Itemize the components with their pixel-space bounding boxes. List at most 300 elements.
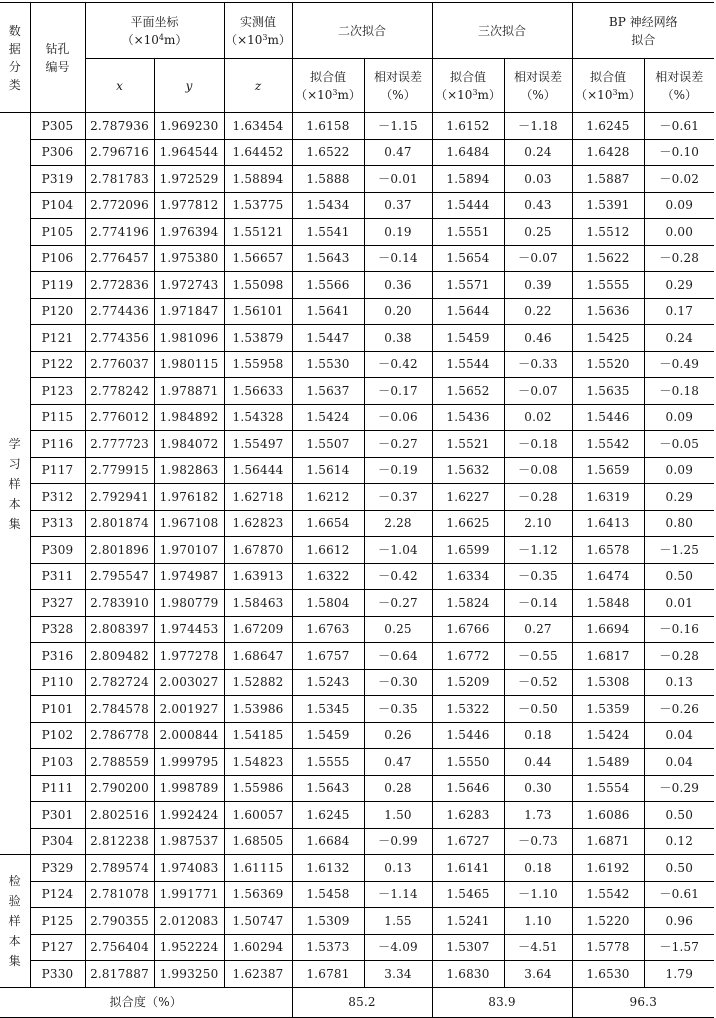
table-cell: 1.6227 — [432, 484, 504, 511]
table-cell: 1.999795 — [154, 749, 224, 776]
table-cell: －0.28 — [644, 643, 714, 670]
fit-degree-row — [0, 987, 714, 1017]
table-cell: 2.776037 — [85, 351, 154, 378]
table-cell: 0.29 — [644, 272, 714, 299]
table-cell: 0.04 — [644, 722, 714, 749]
table-cell: －0.35 — [504, 563, 572, 590]
table-cell: 1.5322 — [432, 696, 504, 723]
table-cell: 1.63454 — [224, 113, 292, 140]
table-cell: 1.6684 — [292, 828, 364, 855]
table-cell: 1.976182 — [154, 484, 224, 511]
fit-degree-cubic: 83.9 — [432, 987, 572, 1017]
table-cell: 1.6283 — [432, 802, 504, 829]
table-cell: 1.6654 — [292, 510, 364, 537]
table-cell: 1.5446 — [432, 722, 504, 749]
table-row — [0, 484, 714, 511]
table-cell: 0.44 — [504, 749, 572, 776]
table-cell: 1.6830 — [432, 961, 504, 988]
table-cell: 2.000844 — [154, 722, 224, 749]
bp-fit-header — [572, 3, 714, 59]
table-cell: －0.35 — [364, 696, 432, 723]
table-cell: 1.5550 — [432, 749, 504, 776]
table-cell: 1.5632 — [432, 457, 504, 484]
table-cell: 0.18 — [504, 722, 572, 749]
table-cell: 1.5566 — [292, 272, 364, 299]
table-cell: 2.777723 — [85, 431, 154, 458]
table-cell: 1.50 — [364, 802, 432, 829]
table-cell: 1.977278 — [154, 643, 224, 670]
table-cell: 1.978871 — [154, 378, 224, 405]
cubic-rel-error-header: 相对误差 （%） — [504, 59, 572, 113]
table-cell: 0.17 — [644, 298, 714, 325]
table-cell: 1.53986 — [224, 696, 292, 723]
table-cell: 2.774356 — [85, 325, 154, 352]
group-label — [0, 855, 30, 988]
table-cell: 1.5436 — [432, 404, 504, 431]
table-cell: 1.56657 — [224, 245, 292, 272]
table-cell: 1.993250 — [154, 961, 224, 988]
bp-rel-error-header: 相对误差 （%） — [644, 59, 714, 113]
table-cell: 1.6212 — [292, 484, 364, 511]
table-cell: P305 — [30, 113, 85, 140]
table-cell: －0.55 — [504, 643, 572, 670]
table-cell: －0.05 — [644, 431, 714, 458]
table-cell: 1.6781 — [292, 961, 364, 988]
table-cell: －4.51 — [504, 934, 572, 961]
table-cell: 1.53879 — [224, 325, 292, 352]
table-cell: 0.50 — [644, 563, 714, 590]
table-cell: 0.50 — [644, 802, 714, 829]
table-cell: 1.5308 — [572, 669, 644, 696]
table-cell: 1.5888 — [292, 166, 364, 193]
header-row-2 — [0, 59, 714, 113]
table-cell: 1.6152 — [432, 113, 504, 140]
table-cell: 1.5804 — [292, 590, 364, 617]
group-label-text: 检验样本集 — [8, 873, 21, 968]
table-row — [0, 616, 714, 643]
table-cell: 1.6086 — [572, 802, 644, 829]
table-cell: P329 — [30, 855, 85, 882]
table-cell: 1.60294 — [224, 934, 292, 961]
table-cell: －0.18 — [644, 378, 714, 405]
table-row — [0, 113, 714, 140]
table-row — [0, 272, 714, 299]
table-cell: －0.27 — [364, 431, 432, 458]
table-cell: 1.6522 — [292, 139, 364, 166]
table-cell: 0.26 — [364, 722, 432, 749]
table-cell: 1.5542 — [572, 881, 644, 908]
table-cell: －0.42 — [364, 351, 432, 378]
table-cell: －1.18 — [504, 113, 572, 140]
table-cell: 1.980115 — [154, 351, 224, 378]
table-cell: 1.5614 — [292, 457, 364, 484]
table-row — [0, 749, 714, 776]
table-cell: 1.5345 — [292, 696, 364, 723]
table-cell: 1.5359 — [572, 696, 644, 723]
table-cell: 1.6322 — [292, 563, 364, 590]
category-header-text: 数据分类 — [8, 23, 21, 92]
table-cell: 2.796716 — [85, 139, 154, 166]
table-row — [0, 908, 714, 935]
measured-header — [224, 3, 292, 59]
table-cell: 2.788559 — [85, 749, 154, 776]
table-cell: 1.974083 — [154, 855, 224, 882]
table-cell: 1.6727 — [432, 828, 504, 855]
table-cell: －0.30 — [364, 669, 432, 696]
table-row — [0, 245, 714, 272]
table-cell: 1.976394 — [154, 219, 224, 246]
table-cell: 1.5434 — [292, 192, 364, 219]
table-cell: 1.5848 — [572, 590, 644, 617]
table-row — [0, 855, 714, 882]
table-cell: 2.786778 — [85, 722, 154, 749]
table-cell: 1.6319 — [572, 484, 644, 511]
table-cell: 1.5555 — [292, 749, 364, 776]
table-cell: 1.972743 — [154, 272, 224, 299]
table-cell: 2.812238 — [85, 828, 154, 855]
table-cell: P319 — [30, 166, 85, 193]
table-cell: 1.58894 — [224, 166, 292, 193]
table-cell: 1.5530 — [292, 351, 364, 378]
table-cell: P327 — [30, 590, 85, 617]
table-cell: 1.67209 — [224, 616, 292, 643]
table-cell: 1.5373 — [292, 934, 364, 961]
table-cell: 1.55098 — [224, 272, 292, 299]
table-cell: 0.39 — [504, 272, 572, 299]
table-cell: 2.809482 — [85, 643, 154, 670]
table-cell: 1.5778 — [572, 934, 644, 961]
table-cell: －0.08 — [504, 457, 572, 484]
table-cell: 1.5425 — [572, 325, 644, 352]
table-cell: 1.5424 — [572, 722, 644, 749]
table-cell: P306 — [30, 139, 85, 166]
table-cell: 2.784578 — [85, 696, 154, 723]
table-cell: 0.13 — [364, 855, 432, 882]
table-cell: 1.974987 — [154, 563, 224, 590]
table-cell: P123 — [30, 378, 85, 405]
table-cell: 1.5636 — [572, 298, 644, 325]
table-cell: 1.6428 — [572, 139, 644, 166]
table-row — [0, 590, 714, 617]
table-cell: 2.801874 — [85, 510, 154, 537]
table-cell: P111 — [30, 775, 85, 802]
table-cell: P120 — [30, 298, 85, 325]
table-cell: －0.18 — [504, 431, 572, 458]
table-cell: 1.6245 — [292, 802, 364, 829]
table-cell: －0.27 — [364, 590, 432, 617]
table-cell: 2.774196 — [85, 219, 154, 246]
table-cell: －0.17 — [364, 378, 432, 405]
table-cell: －0.42 — [364, 563, 432, 590]
table-cell: P122 — [30, 351, 85, 378]
table-cell: P101 — [30, 696, 85, 723]
bp-fit-value-header: 拟合值 $(\times 10^3m)$ — [572, 59, 644, 113]
table-cell: 1.61115 — [224, 855, 292, 882]
table-cell: 2.808397 — [85, 616, 154, 643]
table-cell: P313 — [30, 510, 85, 537]
table-cell: P304 — [30, 828, 85, 855]
table-cell: 1.5220 — [572, 908, 644, 935]
table-cell: 1.5622 — [572, 245, 644, 272]
table-cell: －0.14 — [364, 245, 432, 272]
table-cell: 1.68505 — [224, 828, 292, 855]
table-cell: 1.52882 — [224, 669, 292, 696]
table-cell: 1.6474 — [572, 563, 644, 590]
table-cell: －1.12 — [504, 537, 572, 564]
table-cell: 1.5643 — [292, 245, 364, 272]
table-cell: 1.975380 — [154, 245, 224, 272]
fit-degree-bp: 96.3 — [572, 987, 714, 1017]
table-cell: 0.36 — [364, 272, 432, 299]
table-cell: P301 — [30, 802, 85, 829]
table-cell: P105 — [30, 219, 85, 246]
table-row — [0, 298, 714, 325]
table-cell: 1.53775 — [224, 192, 292, 219]
table-cell: 1.5824 — [432, 590, 504, 617]
table-cell: P309 — [30, 537, 85, 564]
table-cell: 0.46 — [504, 325, 572, 352]
table-cell: 2.792941 — [85, 484, 154, 511]
table-cell: 1.5391 — [572, 192, 644, 219]
plane-coord-title: 平面坐标 — [130, 14, 179, 29]
table-cell: －0.07 — [504, 378, 572, 405]
table-cell: －0.06 — [364, 404, 432, 431]
table-cell: 1.73 — [504, 802, 572, 829]
table-cell: 3.34 — [364, 961, 432, 988]
table-cell: 2.789574 — [85, 855, 154, 882]
table-body — [0, 113, 714, 1018]
table-cell: 0.01 — [644, 590, 714, 617]
table-row — [0, 192, 714, 219]
table-cell: 1.6757 — [292, 643, 364, 670]
table-cell: 0.27 — [504, 616, 572, 643]
table-cell: 1.54185 — [224, 722, 292, 749]
table-cell: 1.60057 — [224, 802, 292, 829]
table-cell: 1.6132 — [292, 855, 364, 882]
table-cell: －0.61 — [644, 113, 714, 140]
table-cell: 1.6413 — [572, 510, 644, 537]
table-cell: 2.787936 — [85, 113, 154, 140]
table-cell: 1.974453 — [154, 616, 224, 643]
z-header: z — [224, 59, 292, 113]
table-row — [0, 378, 714, 405]
table-cell: －1.10 — [504, 881, 572, 908]
table-cell: P121 — [30, 325, 85, 352]
bore-header — [30, 3, 85, 113]
table-cell: 1.982863 — [154, 457, 224, 484]
data-table — [0, 2, 714, 1018]
table-cell: －0.14 — [504, 590, 572, 617]
table-cell: 1.5894 — [432, 166, 504, 193]
table-cell: 2.778242 — [85, 378, 154, 405]
x-header: x — [85, 59, 154, 113]
table-cell: 1.969230 — [154, 113, 224, 140]
table-cell: 2.012083 — [154, 908, 224, 935]
table-cell: 1.5887 — [572, 166, 644, 193]
table-row — [0, 563, 714, 590]
table-cell: 1.6192 — [572, 855, 644, 882]
table-cell: 1.5659 — [572, 457, 644, 484]
table-cell: －0.07 — [504, 245, 572, 272]
table-cell: 1.980779 — [154, 590, 224, 617]
table-cell: 1.6612 — [292, 537, 364, 564]
table-cell: 1.5512 — [572, 219, 644, 246]
table-cell: 1.5309 — [292, 908, 364, 935]
table-cell: 1.5641 — [292, 298, 364, 325]
table-cell: 0.19 — [364, 219, 432, 246]
table-cell: 1.6599 — [432, 537, 504, 564]
table-cell: 1.6530 — [572, 961, 644, 988]
plane-coord-header — [85, 3, 224, 59]
table-cell: 2.790200 — [85, 775, 154, 802]
table-cell: 1.5542 — [572, 431, 644, 458]
table-cell: 2.003027 — [154, 669, 224, 696]
group-label — [0, 113, 30, 855]
table-cell: 2.756404 — [85, 934, 154, 961]
table-cell: 1.63913 — [224, 563, 292, 590]
table-row — [0, 828, 714, 855]
cubic-fit-header: 三次拟合 — [432, 3, 572, 59]
table-cell: P117 — [30, 457, 85, 484]
table-cell: 2.802516 — [85, 802, 154, 829]
table-cell: 1.5307 — [432, 934, 504, 961]
table-cell: 1.5446 — [572, 404, 644, 431]
table-cell: P125 — [30, 908, 85, 935]
table-row — [0, 431, 714, 458]
table-cell: 0.50 — [644, 855, 714, 882]
table-cell: 1.981096 — [154, 325, 224, 352]
fit-degree-label: 拟合度（%） — [0, 987, 292, 1017]
table-cell: 1.970107 — [154, 537, 224, 564]
table-cell: 1.5458 — [292, 881, 364, 908]
table-cell: 2.772836 — [85, 272, 154, 299]
table-cell: 2.774436 — [85, 298, 154, 325]
table-cell: －0.73 — [504, 828, 572, 855]
table-cell: －0.61 — [644, 881, 714, 908]
table-row — [0, 722, 714, 749]
table-row — [0, 537, 714, 564]
table-cell: 1.5554 — [572, 775, 644, 802]
table-cell: P127 — [30, 934, 85, 961]
table-cell: 2.782724 — [85, 669, 154, 696]
fit-degree-quad: 85.2 — [292, 987, 432, 1017]
header-row-1 — [0, 3, 714, 59]
table-cell: P115 — [30, 404, 85, 431]
table-cell: 0.00 — [644, 219, 714, 246]
table-cell: 1.6141 — [432, 855, 504, 882]
table-cell: 1.5507 — [292, 431, 364, 458]
quad-rel-error-header: 相对误差 （%） — [364, 59, 432, 113]
table-cell: －1.04 — [364, 537, 432, 564]
table-cell: 2.790355 — [85, 908, 154, 935]
table-cell: 1.6245 — [572, 113, 644, 140]
table-cell: 1.55121 — [224, 219, 292, 246]
table-cell: 0.96 — [644, 908, 714, 935]
table-cell: －0.37 — [364, 484, 432, 511]
table-cell: 1.5241 — [432, 908, 504, 935]
table-cell: 1.5541 — [292, 219, 364, 246]
bp-fit-title-line2: 拟合 — [631, 32, 656, 47]
table-cell: 1.991771 — [154, 881, 224, 908]
table-cell: －0.01 — [364, 166, 432, 193]
table-cell: 1.5521 — [432, 431, 504, 458]
table-cell: 0.25 — [504, 219, 572, 246]
table-cell: 0.38 — [364, 325, 432, 352]
table-cell: 1.5646 — [432, 775, 504, 802]
table-cell: 1.54328 — [224, 404, 292, 431]
table-cell: －4.09 — [364, 934, 432, 961]
table-cell: 0.18 — [504, 855, 572, 882]
table-cell: 1.58463 — [224, 590, 292, 617]
table-cell: 2.001927 — [154, 696, 224, 723]
table-cell: －0.28 — [504, 484, 572, 511]
table-cell: 1.971847 — [154, 298, 224, 325]
table-cell: －0.28 — [644, 245, 714, 272]
table-cell: －1.25 — [644, 537, 714, 564]
table-cell: 1.5489 — [572, 749, 644, 776]
table-row — [0, 510, 714, 537]
table-cell: 0.24 — [504, 139, 572, 166]
table-cell: －1.57 — [644, 934, 714, 961]
table-row — [0, 166, 714, 193]
table-cell: 1.6871 — [572, 828, 644, 855]
table-cell: 1.6817 — [572, 643, 644, 670]
table-cell: 0.24 — [644, 325, 714, 352]
table-cell: P330 — [30, 961, 85, 988]
table-cell: 1.5459 — [432, 325, 504, 352]
table-cell: 1.6625 — [432, 510, 504, 537]
table-cell: 1.998789 — [154, 775, 224, 802]
measured-unit: $(\times 10^3m)$ — [225, 32, 291, 47]
table-cell: －0.10 — [644, 139, 714, 166]
table-cell: 1.967108 — [154, 510, 224, 537]
table-cell: －0.02 — [644, 166, 714, 193]
table-cell: 1.62387 — [224, 961, 292, 988]
table-cell: 2.781783 — [85, 166, 154, 193]
table-row — [0, 404, 714, 431]
table-cell: 0.04 — [644, 749, 714, 776]
table-cell: P119 — [30, 272, 85, 299]
table-row — [0, 325, 714, 352]
table-cell: 1.5643 — [292, 775, 364, 802]
bp-fit-title-line1: BP 神经网络 — [608, 14, 678, 29]
table-cell: 1.5520 — [572, 351, 644, 378]
table-cell: 1.62718 — [224, 484, 292, 511]
table-cell: －0.33 — [504, 351, 572, 378]
table-cell: P312 — [30, 484, 85, 511]
group-label-text: 学习样本集 — [8, 436, 21, 531]
table-cell: 1.55 — [364, 908, 432, 935]
table-cell: 1.54823 — [224, 749, 292, 776]
table-cell: 1.55986 — [224, 775, 292, 802]
table-cell: 0.43 — [504, 192, 572, 219]
table-cell: 1.50747 — [224, 908, 292, 935]
table-cell: 1.984072 — [154, 431, 224, 458]
table-cell: P106 — [30, 245, 85, 272]
table-cell: 1.992424 — [154, 802, 224, 829]
table-cell: 1.55497 — [224, 431, 292, 458]
table-cell: 1.5444 — [432, 192, 504, 219]
table-cell: 0.25 — [364, 616, 432, 643]
table-cell: 1.972529 — [154, 166, 224, 193]
table-cell: 0.28 — [364, 775, 432, 802]
table-cell: －0.52 — [504, 669, 572, 696]
measured-title: 实测值 — [239, 14, 276, 29]
table-cell: 1.79 — [644, 961, 714, 988]
table-cell: －0.26 — [644, 696, 714, 723]
table-cell: 2.28 — [364, 510, 432, 537]
table-cell: 1.6334 — [432, 563, 504, 590]
